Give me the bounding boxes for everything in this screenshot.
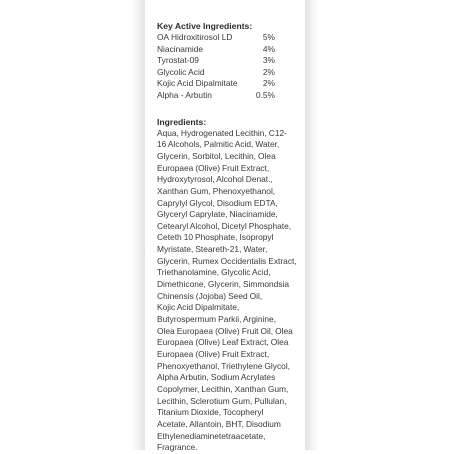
key-active-name: Alpha - Arbutin <box>157 89 212 100</box>
ingredients-line: Chinensis (Jojoba) Seed Oil, <box>157 290 263 301</box>
ingredients-line: Hydroxytyrosol, Alcohol Denat., <box>157 174 273 185</box>
key-active-row <box>157 44 305 56</box>
ingredients-line: Butyrospermum Parkii, Arginine, <box>157 314 277 325</box>
ingredients-line: 16 Alcohols, Palmitic Acid, Water, <box>157 139 280 150</box>
left-shadow <box>0 0 145 450</box>
ingredients-line: Cetearyl Alcohol, Dicetyl Phosphate, <box>157 220 292 231</box>
ingredients-line: Dimethicone, Glycerin, Simmondsia <box>157 279 290 290</box>
ingredients-line: Caprylyl Glycol, Disodium EDTA, <box>157 197 278 208</box>
ingredients-line: Glycerin, Sorbitol, Lecithin, Olea <box>157 150 276 161</box>
key-actives-list <box>157 32 305 102</box>
ingredients-line: Ethylenediaminetetraacetate, <box>157 430 266 441</box>
key-active-row <box>157 90 305 102</box>
ingredients-title: Ingredients: <box>157 116 207 127</box>
ingredients-list <box>157 127 297 454</box>
key-active-percent: 2% <box>262 66 275 77</box>
ingredients-line: Fragrance. <box>157 442 198 453</box>
ingredients-line: Alpha Arbutin, Sodium Acrylates <box>157 372 276 383</box>
right-shadow <box>305 0 450 450</box>
ingredients-line: Acetate, Allantoin, BHT, Disodium <box>157 418 281 429</box>
ingredients-line: Triethanolamine, Glycolic Acid, <box>157 267 271 278</box>
key-active-percent: 5% <box>262 32 275 42</box>
ingredients-line: Copolymer, Lecithin, Xanthan Gum, <box>157 384 289 394</box>
ingredients-line: Titanium Dioxide, Tocopheryl <box>157 407 264 418</box>
key-active-row <box>157 67 305 79</box>
key-actives-title: Key Active Ingredients: <box>157 21 253 31</box>
ingredients-line: Phenoxyethanol, Triethylene Glycol, <box>157 360 291 371</box>
ingredients-label-panel <box>145 0 305 453</box>
key-active-name: Glycolic Acid <box>157 66 205 77</box>
ingredients-line: Europaea (Olive) Fruit Extract, <box>157 162 270 173</box>
ingredients-line: Olea Europaea (Olive) Fruit Oil, Olea <box>157 325 293 336</box>
ingredients-line: Myristate, Steareth-21, Water, <box>157 244 268 255</box>
ingredients-line: Aqua, Hydrogenated Lecithin, C12- <box>157 127 287 138</box>
ingredients-line: Europaea (Olive) Leaf Extract, Olea <box>157 337 289 348</box>
key-active-row <box>157 32 305 44</box>
key-active-percent: 3% <box>262 55 275 66</box>
key-active-name: Niacinamide <box>157 43 204 54</box>
key-active-name: OA Hidroxitirosol LD <box>157 32 233 42</box>
ingredients-line: Lecithin, Sclerotium Gum, Pullulan, <box>157 395 287 406</box>
ingredients-line: Glyceryl Caprylate, Niacinamide, <box>157 209 278 220</box>
ingredients-line: Ceteth 10 Phosphate, Isopropyl <box>157 232 274 243</box>
key-active-percent: 2% <box>262 78 275 89</box>
ingredients-line: Kojic Acid Dipalmitate, <box>157 302 240 313</box>
key-active-percent: 0.5% <box>255 89 275 100</box>
ingredients-line: Glycerin, Rumex Occidentalis Extract, <box>157 255 297 266</box>
key-active-row <box>157 55 305 67</box>
ingredients-line: Xanthan Gum, Phenoxyethanol, <box>157 185 276 196</box>
ingredients-line: Europaea (Olive) Fruit Extract, <box>157 349 270 360</box>
key-active-percent: 4% <box>262 43 275 54</box>
key-active-name: Kojic Acid Dipalmitate <box>157 78 238 89</box>
key-active-row <box>157 78 305 90</box>
key-active-name: Tyrostat-09 <box>157 55 199 66</box>
